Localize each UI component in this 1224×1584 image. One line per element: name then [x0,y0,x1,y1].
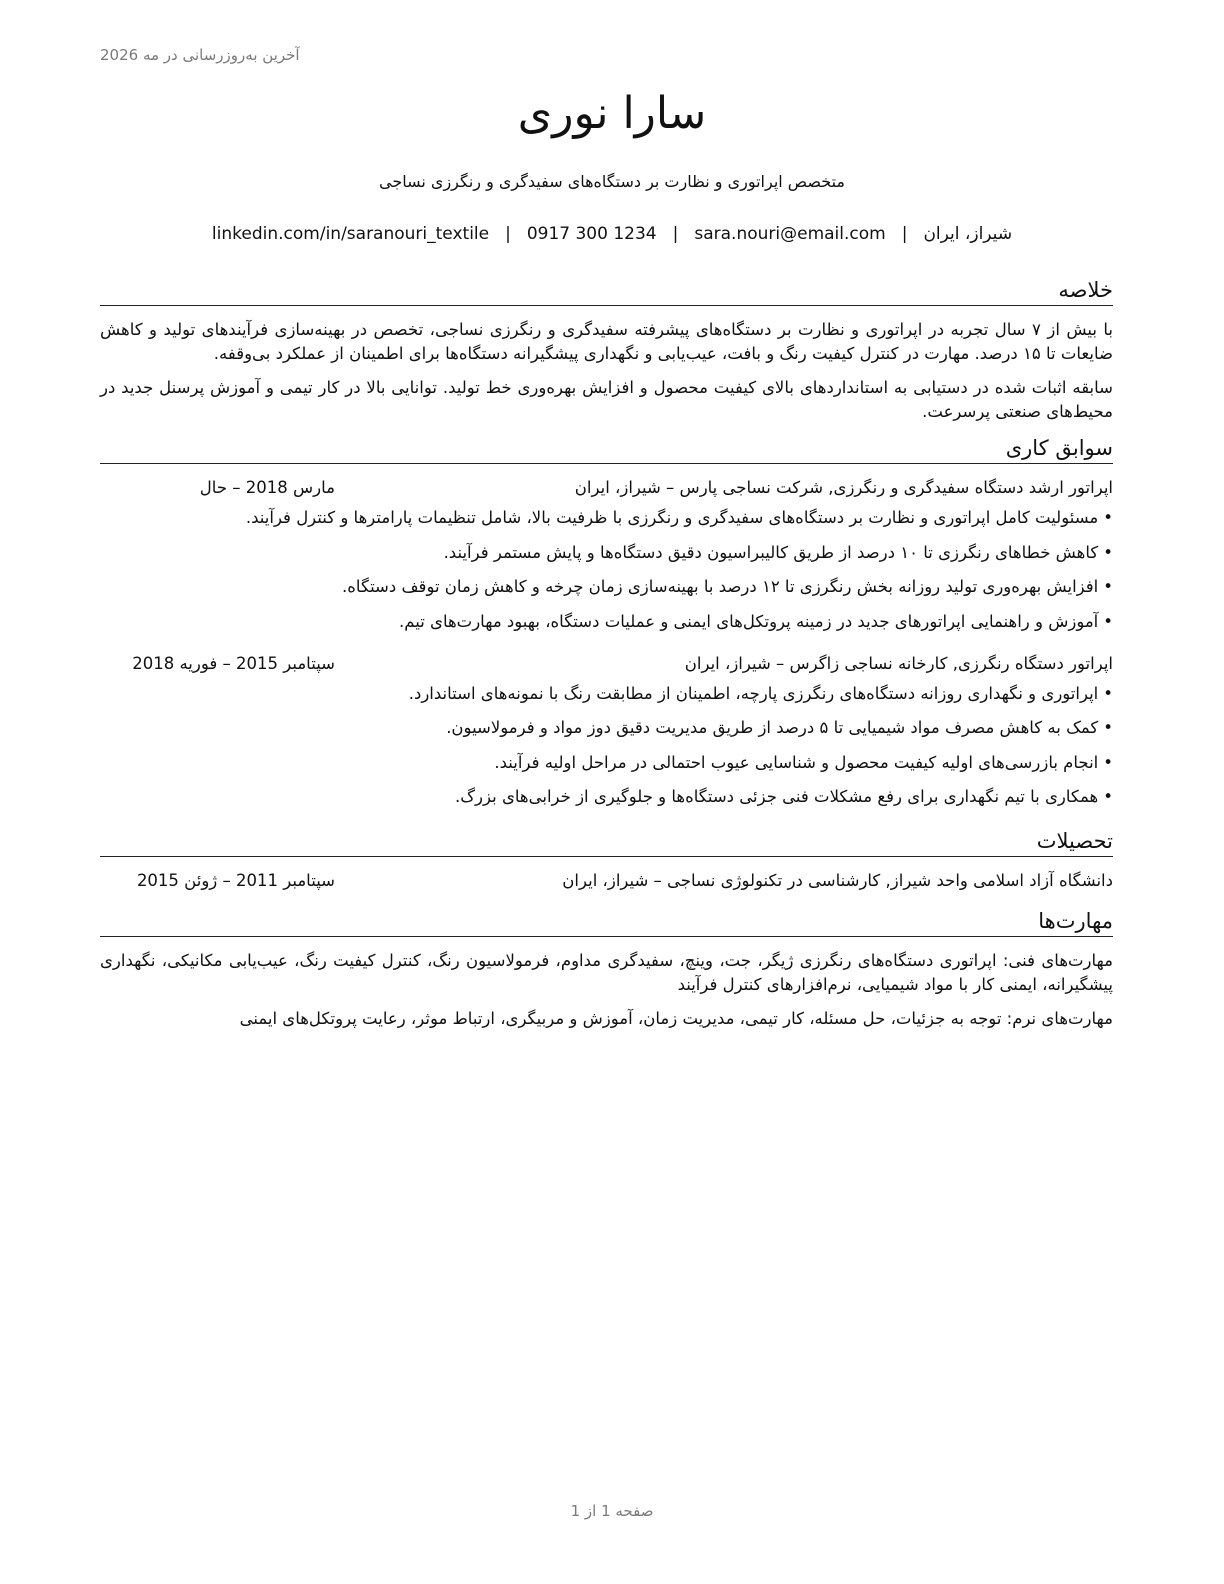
job-bullet [100,716,1113,740]
job-bullet [100,575,1113,599]
education-entry [100,869,1113,893]
job-bullet-text: آموزش و راهنمایی اپراتورهای جدید در زمینه پروتکل‌های ایمنی و عملیات دستگاه، بهبود مهارت‌های تیم. [399,611,1099,631]
job-bullet-text: همکاری با تیم نگهداری برای رفع مشکلات فنی جزئی دستگاه‌ها و جلوگیری از خرابی‌های بزرگ. [455,787,1099,806]
job-dates: مارس 2018 – حال [199,478,335,497]
summary-paragraph: با بیش از ۷ سال تجربه در اپراتوری و نظارت بر دستگاه‌های پیشرفته سفیدگری و رنگرزی نساجی، تخصص در بهینه‌سازی فرآیندهای تولید و کاهش ضایعات تا ۱۵ درصد. مهارت در کنترل کیفیت رنگ و بافت، عیب‌یابی و نگهداری پیشگیرانه دستگاه‌ها برای اطمینان از عملکرد بی‌وقفه. [100,320,1113,363]
skills-technical: مهارت‌های فنی: اپراتوری دستگاه‌های رنگرزی ژیگر، جت، وینچ، سفیدگری مداوم، فرمولاسیون رنگ، کنترل کیفیت رنگ، عیب‌یابی مکانیکی، نگهداری پیشگیرانه، ایمنی کار با مواد شیمیایی، نرم‌افزارهای کنترل فرآیند [100,951,1113,994]
job-subtitle: متخصص اپراتوری و نظارت بر دستگاه‌های سفیدگری و رنگرزی نساجی [379,172,845,191]
education-section [100,827,1113,893]
job-bullet-text: افزایش بهره‌وری تولید روزانه بخش رنگرزی تا ۱۲ درصد با بهینه‌سازی زمان چرخه و کاهش زمان توقف دستگاه. [342,577,1099,596]
job-bullets [100,682,1113,810]
education-dates: سپتامبر 2011 – ژوئن 2015 [136,871,335,890]
job-bullet-text: کمک به کاهش مصرف مواد شیمیایی تا ۵ درصد از طریق مدیریت دقیق دوز مواد و فرمولاسیون. [446,718,1099,737]
education-degree: دانشگاه آزاد اسلامی واحد شیراز, کارشناسی در تکنولوژی نساجی – شیراز، ایران [562,871,1113,890]
bullet-icon: • [1103,611,1113,631]
skills-section [100,907,1113,1031]
bullet-icon: • [1103,577,1113,596]
summary-section [100,276,1113,424]
contact-separator: | [901,224,908,244]
job-bullet [100,541,1113,565]
job-bullet-text: مسئولیت کامل اپراتوری و نظارت بر دستگاه‌های سفیدگری و رنگرزی با ظرفیت بالا، شامل تنظیمات پارامترها و کنترل فرآیند. [245,508,1099,527]
bullet-icon: • [1103,683,1113,703]
contact-separator: | [672,224,679,244]
bullet-icon: • [1103,508,1113,527]
job-entry [100,476,1113,634]
bullet-icon: • [1103,787,1113,806]
job-role: اپراتور دستگاه رنگرزی, کارخانه نساجی زاگرس – شیراز، ایران [684,653,1113,673]
bullet-icon: • [1103,542,1113,562]
job-bullet [100,785,1113,809]
job-bullet-text: انجام بازرسی‌های اولیه کیفیت محصول و شناسایی عیوب احتمالی در مراحل اولیه فرآیند. [494,752,1099,772]
job-bullet [100,682,1113,706]
bullet-icon: • [1103,718,1113,737]
contact-location: شیراز، ایران [923,224,1013,244]
job-bullet-text: کاهش خطاهای رنگرزی تا ۱۰ درصد از طریق کالیبراسیون دقیق دستگاه‌ها و پایش مستمر فرآیند. [443,542,1099,562]
last-updated: آخرین به‌روزرسانی در مه 2026 [100,46,300,64]
resume-body [100,276,1113,1041]
bullet-icon: • [1103,752,1113,772]
skills-soft: مهارت‌های نرم: توجه به جزئیات، حل مسئله، کار تیمی، مدیریت زمان، آموزش و مربیگری، ارتباط موثر، رعایت پروتکل‌های ایمنی [239,1009,1113,1028]
education-heading: تحصیلات [100,827,1113,857]
contact-linkedin[interactable]: linkedin.com/in/saranouri_textile [211,224,490,244]
summary-paragraph: سابقه اثبات شده در دستیابی به استانداردهای بالای کیفیت محصول و افزایش بهره‌وری خط تولید. توانایی بالا در کار تیمی و آموزش پرسنل جدید در محیط‌های صنعتی پرسرعت. [100,378,1113,421]
contact-line [0,224,1224,244]
job-bullet [100,751,1113,775]
job-entry [100,652,1113,810]
job-header [100,652,1113,676]
contact-separator: | [505,224,511,244]
page-number: صفحه 1 از 1 [570,1502,654,1520]
skills-heading: مهارت‌ها [100,907,1113,937]
contact-phone: 0917 300 1234 [526,224,657,244]
contact-email[interactable]: sara.nouri@email.com [694,224,886,244]
job-bullets [100,506,1113,634]
experience-heading: سوابق کاری [100,434,1113,464]
job-role: اپراتور ارشد دستگاه سفیدگری و رنگرزی, شرکت نساجی پارس – شیراز، ایران [574,478,1113,497]
job-bullet-text: اپراتوری و نگهداری روزانه دستگاه‌های رنگرزی پارچه، اطمینان از مطابقت رنگ با نمونه‌های استاندارد. [408,683,1099,703]
candidate-name: سارا نوری [517,88,707,139]
job-bullet [100,610,1113,634]
job-bullet [100,506,1113,530]
summary-heading: خلاصه [100,276,1113,306]
experience-section [100,434,1113,809]
job-header [100,476,1113,500]
job-dates: سپتامبر 2015 – فوریه 2018 [132,653,335,673]
